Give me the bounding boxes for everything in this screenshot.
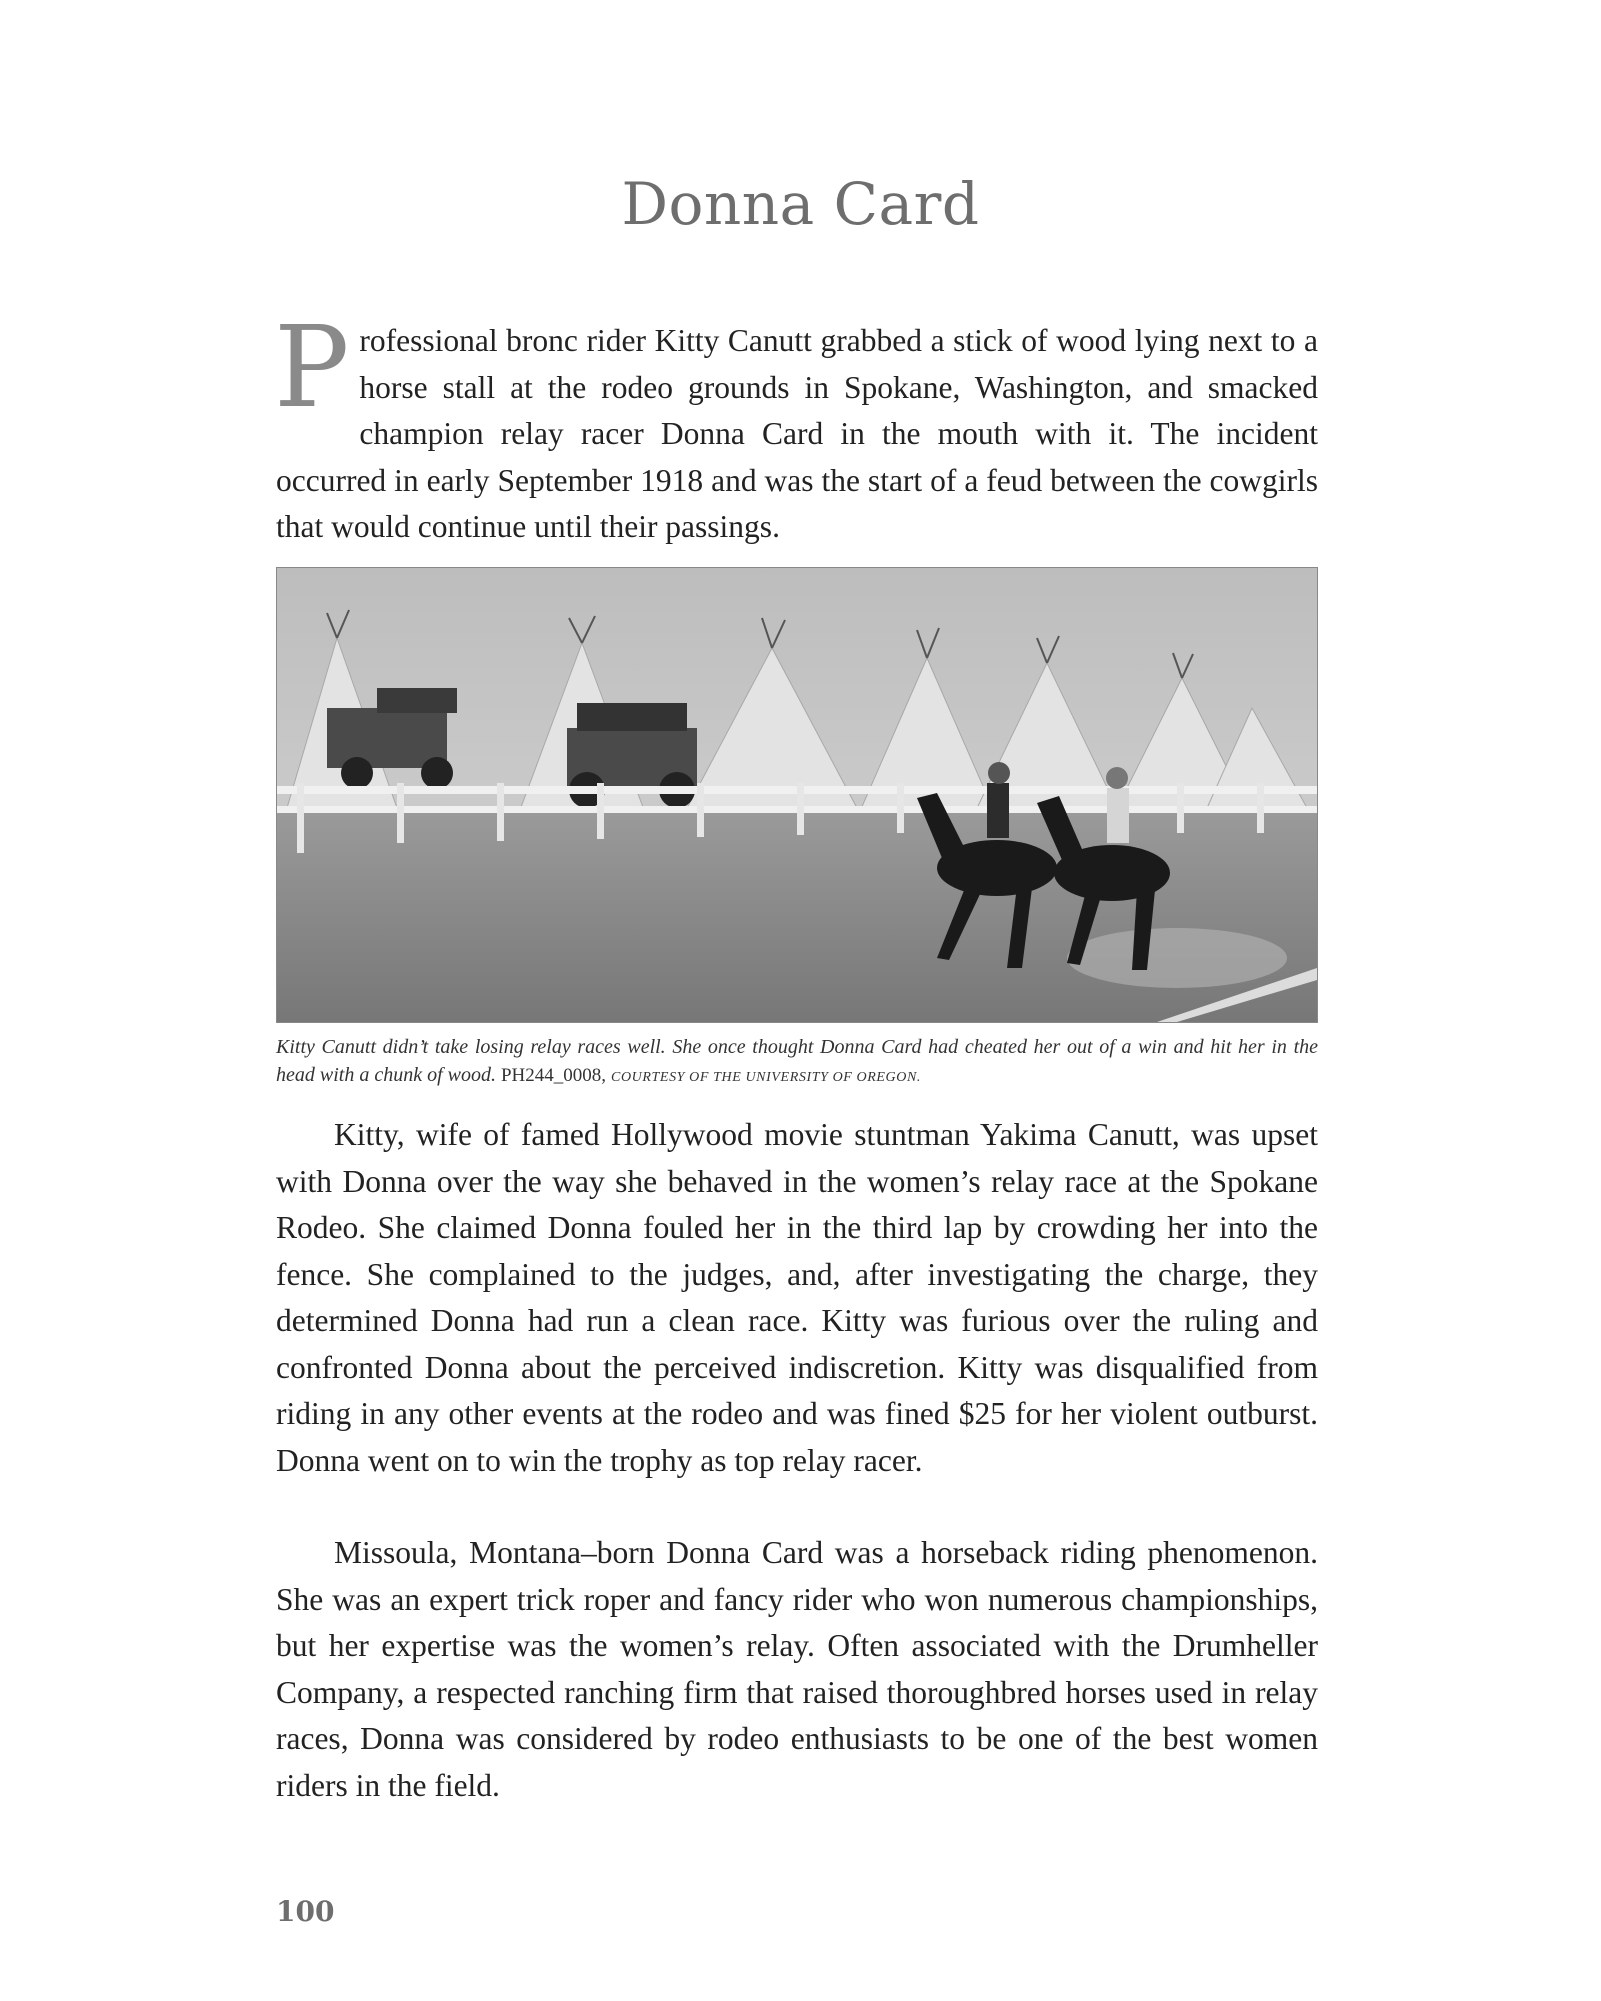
intro-text: rofessional bronc rider Kitty Canutt grabbed a stick of wood lying next to a horse stall at the rodeo grounds in Spokane, Washington, and smacked champion relay racer Donna Card in the mouth with it. The incident occurred in early September 1918 and was the start of a feud between the cowgirls that would continue until their passings. <box>276 323 1318 544</box>
photo-code: PH244_0008, <box>500 1065 607 1086</box>
chapter-title: Donna Card <box>621 170 980 238</box>
intro-paragraph <box>274 303 1318 551</box>
body-paragraph-2: Missoula, Montana–born Donna Card was a horseback riding phenomenon. She was an expert trick roper and fancy rider who won numerous championships, but her expertise was the women’s relay. Often associated with the Drumheller Company, a respected ranching firm that raised thoroughbred horses used in relay races, Donna was considered by rodeo enthusiasts to be one of the best women riders in the field. <box>276 1535 1318 1803</box>
photo-caption <box>276 1033 1318 1092</box>
caption-text: Kitty Canutt didn’t take losing relay races well. She once thought Donna Card had cheated her out of a win and hit her in the head with a chunk of wood. <box>276 1036 1318 1086</box>
photo-illustration <box>277 568 1317 1022</box>
photo-credit: COURTESY OF THE UNIVERSITY OF OREGON. <box>611 1070 922 1085</box>
body-paragraph-1: Kitty, wife of famed Hollywood movie stuntman Yakima Canutt, was upset with Donna over the way she behaved in the women’s relay race at the Spokane Rodeo. She claimed Donna fouled her in the third lap by crowding her into the fence. She complained to the judges, and, after investigating the charge, they determined Donna had run a clean race. Kitty was furious over the ruling and confronted Donna about the perceived indiscretion. Kitty was disqualified from riding in any other events at the rodeo and was fined $25 for her violent outburst. Donna went on to win the trophy as top relay racer. <box>276 1117 1318 1478</box>
drop-cap: P <box>274 303 350 433</box>
historical-photo-relay-race <box>276 567 1318 1023</box>
page-number: 100 <box>276 1895 335 1928</box>
